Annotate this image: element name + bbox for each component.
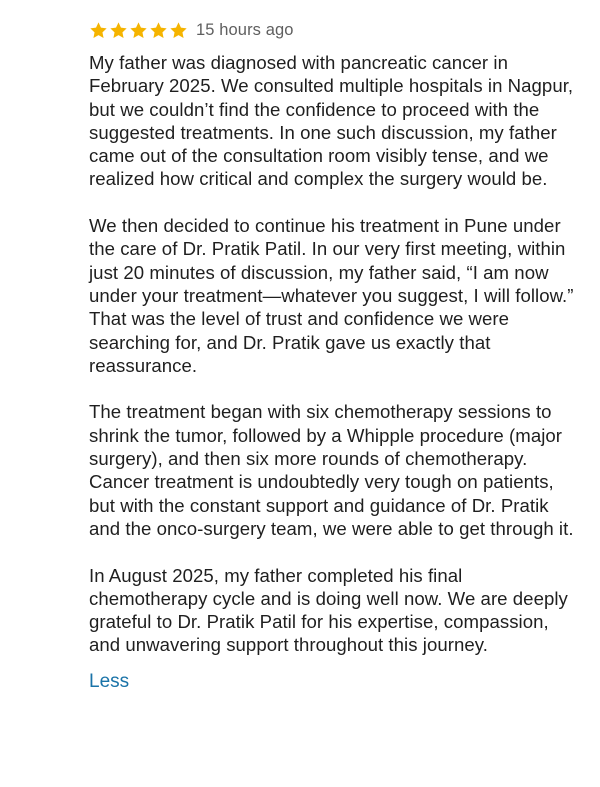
review-card	[89, 18, 575, 693]
show-less-link[interactable]: Less	[89, 670, 130, 692]
review-body	[89, 51, 575, 657]
review-paragraph: In August 2025, my father completed his final chemotherapy cycle and is doing well now. We are deeply grateful to Dr. Pratik Patil for his expertise, compassion, and unwavering support throughout this journey.	[89, 564, 568, 656]
star-icon	[169, 21, 188, 40]
review-timestamp: 15 hours ago	[196, 20, 294, 39]
review-header	[89, 18, 575, 42]
star-icon	[109, 21, 128, 40]
review-paragraph: My father was diagnosed with pancreatic cancer in February 2025. We consulted multiple hospitals in Nagpur, but we couldn’t find the confidence to proceed with the suggested treatments. In one such discussion, my father came out of the consultation room visibly tense, and we realized how critical and complex the surgery would be.	[89, 52, 574, 190]
star-rating	[89, 21, 188, 40]
review-paragraph: We then decided to continue his treatment in Pune under the care of Dr. Pratik Patil. In our very first meeting, within just 20 minutes of discussion, my father said, “I am now under your treatment—whatever you suggest, I will follow.” That was the level of trust and confidence we were searching for, and Dr. Pratik gave us exactly that reassurance.	[89, 215, 574, 376]
star-icon	[89, 21, 108, 40]
star-icon	[129, 21, 148, 40]
star-icon	[149, 21, 168, 40]
review-paragraph: The treatment began with six chemotherapy sessions to shrink the tumor, followed by a Whipple procedure (major surgery), and then six more rounds of chemotherapy. Cancer treatment is undoubtedly very tough on patients, but with the constant support and guidance of Dr. Pratik and the onco-surgery team, we were able to get through it.	[89, 401, 574, 539]
